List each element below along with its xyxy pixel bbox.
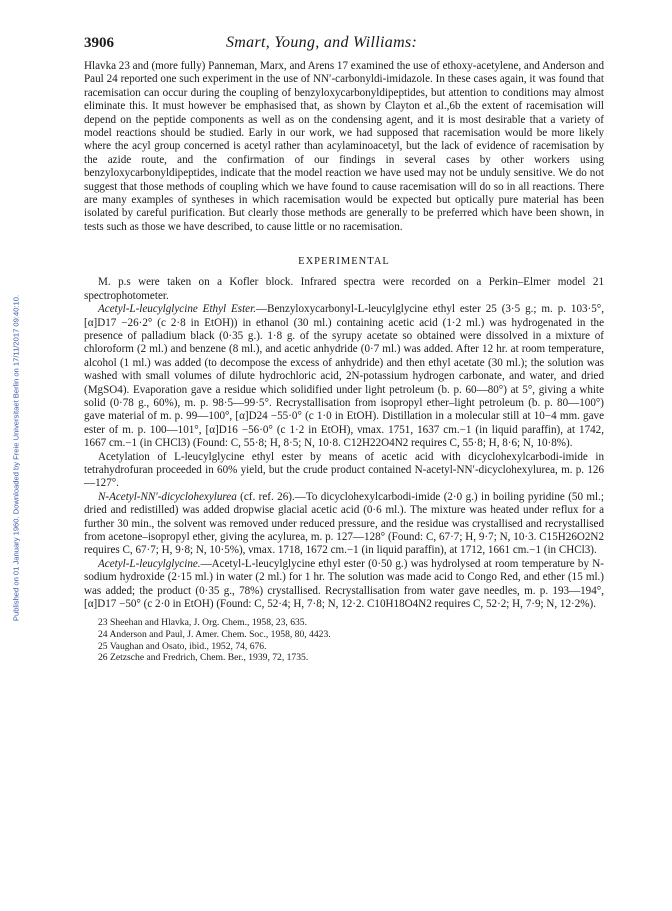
page-header <box>84 34 604 60</box>
watermark-text: Published on 01 January 1960. Downloaded by Freie Universitaet Berlin on 17/11/2017 09:40:10. <box>11 294 21 622</box>
download-watermark <box>10 28 22 888</box>
footnote: 24 Anderson and Paul, J. Amer. Chem. Soc., 1958, 80, 4423. <box>98 629 331 641</box>
footnote: 26 Zetzsche and Fredrich, Chem. Ber., 1939, 72, 1735. <box>98 652 309 664</box>
urea-title: N-Acetyl-NN′-dicyclohexylurea <box>98 490 237 503</box>
general-methods-paragraph: M. p.s were taken on a Kofler block. Infrared spectra were recorded on a Perkin–Elmer model 21 spectrophotometer. <box>84 276 604 302</box>
dcc-paragraph: Acetylation of L-leucylglycine ethyl ester by means of acetic acid with dicyclohexylcarbodi-imide in tetrahydrofuran proceeded in 60% yield, but the crude product contained N-acetyl-NN′-dicyclohexylurea, m. p. 126—127°. <box>84 450 604 490</box>
footnotes <box>84 617 604 663</box>
footnote: 23 Sheehan and Hlavka, J. Org. Chem., 1958, 23, 635. <box>98 617 307 629</box>
ester-paragraph <box>84 303 604 450</box>
glycine-body: —Acetyl-L-leucylglycine ethyl ester (0·50 g.) was hydrolysed at room temperature by N-sodium hydroxide (2·15 ml.) in water (2 ml.) for 1 hr. The solution was made acid to Congo Red, and ether (15 ml.) was added; the product (0·35 g., 78%) crystallised. Recrystallisation from water gave needles, m. p. 193—194°, [α]D17 −50° (c 2·0 in EtOH) (Found: C, 52·4; H, 7·8; N, 12·2. C10H18O4N2 requires C, 52·2; H, 7·9; N, 12·2%). <box>84 557 604 611</box>
glycine-paragraph <box>84 558 604 612</box>
page-number: 3906 <box>84 35 114 51</box>
urea-body: (cf. ref. 26).—To dicyclohexylcarbodi-imide (2·0 g.) in boiling pyridine (50 ml.; dried and redistilled) was added dropwise glacial acetic acid (0·6 ml.). The mixture was heated under reflux for a further 30 min., the solvent was removed under reduced pressure, and the residue was crystallised and recrystallised from acetone–isopropyl ether, giving the acylurea, m. p. 127—128° (Found: C, 67·7; H, 9·7; N, 10·3. C15H26O2N2 requires C, 67·7; H, 9·8; N, 10·5%), νmax. 1718, 1672 cm.−1 (in liquid paraffin), at 1712, 1661 cm.−1 (in CHCl3). <box>84 490 604 557</box>
intro-paragraph: Hlavka 23 and (more fully) Panneman, Marx, and Arens 17 examined the use of ethoxy-acetylene, and Anderson and Paul 24 reported one such experiment in the use of NN′-carbonyldi-imidazole. In these cases again, it was found that racemisation can occur during the coupling of benzyloxycarbonyldipeptides, but attention to conditions may almost eliminate this. It must however be emphasised that, as shown by Clayton et al.,6b the extent of racemisation will depend on the peptide components as well as on the condensing agent, and it is most desirable that a variety of model reactions should be studied. Early in our work, we had supposed that racemisation would be more likely where the acyl group concerned is acetyl rather than acylaminoacetyl, but the lack of evidence of racemisation by the azide route, and the confirmation of our findings in several cases by other workers using benzyloxycarbonyldipeptides, indicate that the model reaction we have used may not be unduly sensitive. We do not suggest that those methods of coupling which we have found to cause racemisation will do so in all reactions. There are many examples of syntheses in which racemisation would be expected but optically pure material has been isolated by careful purification. But clearly those methods are generally to be preferred which have been shown, in tests such as those we have described, to cause little or no racemisation. <box>84 60 605 233</box>
ester-body: —Benzyloxycarbonyl-L-leucylglycine ethyl ester 25 (3·5 g.; m. p. 103·5°, [α]D17 −26·2° (c 2·8 in EtOH)) in ethanol (30 ml.) containing acetic acid (1·2 ml.) was hydrogenated in the presence of palladium black (0·35 g.). 1·8 g. of the syrupy acetate so obtained were dissolved in a mixture of chloroform (2 ml.) and benzene (8 ml.), and acetic anhydride (0·7 ml.) was added. After 12 hr. at room temperature, alcohol (1 ml.) was added (to decompose the excess of anhydride) and then ethyl acetate (30 ml.); the solution was washed with small volumes of dilute hydrochloric acid, 2N-potassium hydrogen carbonate, and water, and dried (MgSO4). Evaporation gave a residue which solidified under light petroleum (b. p. 60—80°) at 5°, giving a white solid (0·78 g., 60%), m. p. 98·5—99·5°. Recrystallisation from isopropyl ether–light petroleum (b. p. 80—100°) gave material of m. p. 99—100°, [α]D24 −55·0° (c 1·0 in EtOH). Distillation in a molecular still at 10−4 mm. gave ester of m. p. 100—101°, [α]D16 −56·0° (c 1·2 in EtOH), νmax. 1751, 1637 cm.−1 (in liquid paraffin), at 1742, 1667 cm.−1 (in CHCl3) (Found: C, 55·8; H, 8·5; N, 10·8. C12H22O4N2 requires C, 55·8; H, 8·6; N, 10·8%). <box>84 303 605 450</box>
footnote: 25 Vaughan and Osato, ibid., 1952, 74, 676. <box>98 640 267 652</box>
paper-page <box>84 34 604 664</box>
ester-title: Acetyl-L-leucylglycine Ethyl Ester. <box>98 303 256 316</box>
running-title: Smart, Young, and Williams: <box>226 34 418 51</box>
glycine-title: Acetyl-L-leucylglycine. <box>98 557 201 570</box>
section-heading: EXPERIMENTAL <box>298 256 390 268</box>
urea-paragraph <box>84 491 604 558</box>
